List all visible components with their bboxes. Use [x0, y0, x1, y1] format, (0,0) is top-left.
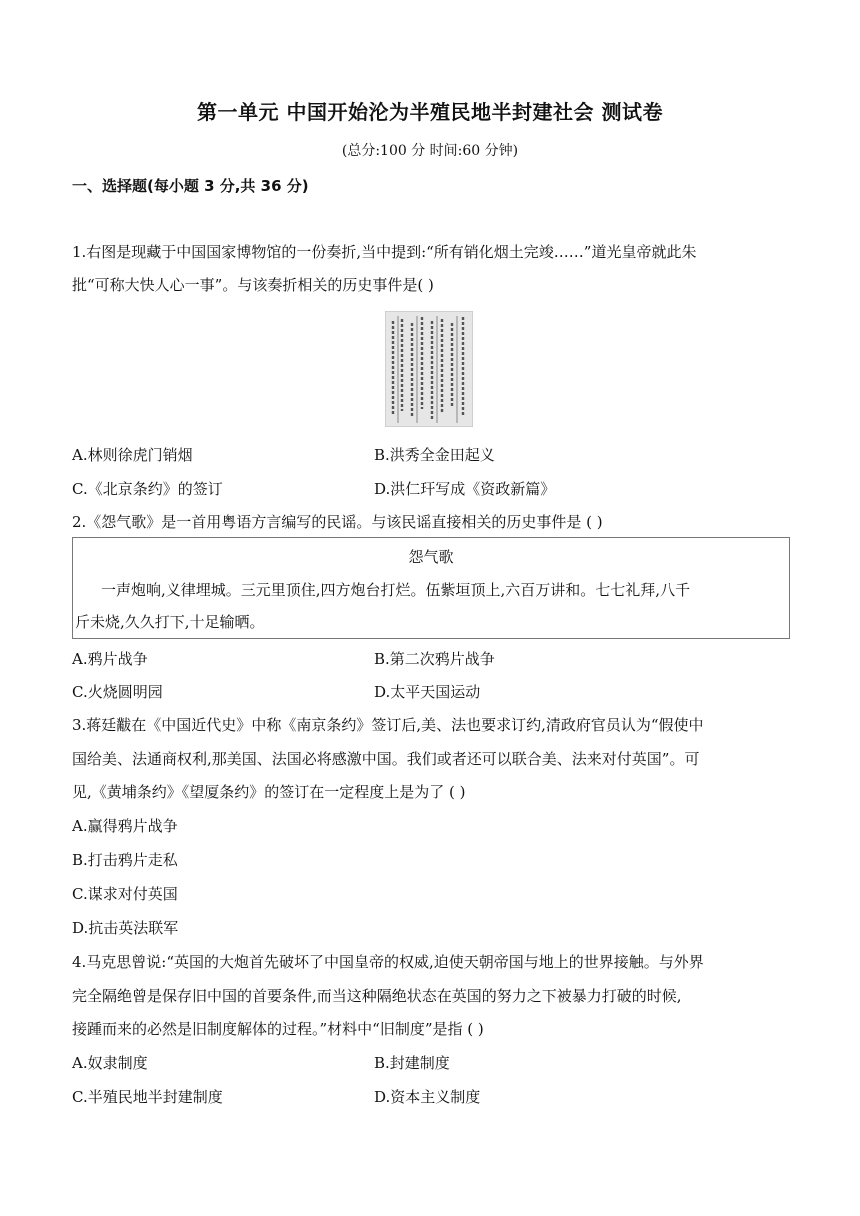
- q2-box-line2: 斤未烧,久久打下,十足输晒。: [75, 613, 265, 631]
- q4-option-a: A.奴隶制度: [72, 1054, 148, 1072]
- q4-option-d: D.资本主义制度: [374, 1088, 481, 1106]
- memorial-document-image: [385, 311, 473, 427]
- q2-option-a: A.鸦片战争: [72, 650, 148, 668]
- q1-stem-line2: 批“可称大快人心一事”。与该奏折相关的历史事件是( ): [72, 276, 434, 294]
- q4-stem-line3: 接踵而来的必然是旧制度解体的过程。”材料中“旧制度”是指 ( ): [72, 1020, 484, 1038]
- q2-box-line1: 一声炮响,义律埋城。三元里顶住,四方炮台打烂。伍紫垣顶上,六百万讲和。七七礼拜,八千: [101, 581, 691, 599]
- q1-option-b: B.洪秀全金田起义: [374, 446, 495, 464]
- q3-stem-line2: 国给美、法通商权利,那美国、法国必将感激中国。我们或者还可以联合美、法来对付英国”。可: [72, 750, 700, 768]
- q4-option-b: B.封建制度: [374, 1054, 450, 1072]
- q2-option-b: B.第二次鸦片战争: [374, 650, 495, 668]
- q2-material-box: [72, 537, 790, 639]
- q4-stem-line1: 4.马克思曾说:“英国的大炮首先破坏了中国皇帝的权威,迫使天朝帝国与地上的世界接触。与外界: [72, 953, 704, 971]
- q2-box-title: 怨气歌: [408, 548, 454, 566]
- q2-option-c: C.火烧圆明园: [72, 683, 163, 701]
- q3-option-a: A.赢得鸦片战争: [72, 817, 178, 835]
- q1-option-d: D.洪仁玕写成《资政新篇》: [374, 480, 556, 498]
- q1-option-c: C.《北京条约》的签订: [72, 480, 223, 498]
- section-heading: 一、选择题(每小题 3 分,共 36 分): [72, 177, 309, 195]
- q1-stem-line1: 1.右图是现藏于中国国家博物馆的一份奏折,当中提到:“所有销化烟土完竣……”道光皇帝就此朱: [72, 243, 697, 261]
- q3-stem-line1: 3.蒋廷黻在《中国近代史》中称《南京条约》签订后,美、法也要求订约,清政府官员认为“假使中: [72, 716, 704, 734]
- q3-stem-line3: 见,《黄埔条约》《望厦条约》的签订在一定程度上是为了 ( ): [72, 783, 466, 801]
- q1-option-a: A.林则徐虎门销烟: [72, 446, 193, 464]
- q4-option-c: C.半殖民地半封建制度: [72, 1088, 223, 1106]
- q2-stem: 2.《怨气歌》是一首用粤语方言编写的民谣。与该民谣直接相关的历史事件是 ( ): [72, 513, 603, 531]
- q4-stem-line2: 完全隔绝曾是保存旧中国的首要条件,而当这种隔绝状态在英国的努力之下被暴力打破的时候,: [72, 987, 682, 1005]
- page-title: 第一单元 中国开始沦为半殖民地半封建社会 测试卷: [197, 100, 663, 124]
- exam-info: (总分:100 分 时间:60 分钟): [341, 143, 519, 159]
- q3-option-d: D.抗击英法联军: [72, 919, 179, 937]
- q3-option-c: C.谋求对付英国: [72, 885, 178, 903]
- q3-option-b: B.打击鸦片走私: [72, 851, 178, 869]
- q2-option-d: D.太平天国运动: [374, 683, 481, 701]
